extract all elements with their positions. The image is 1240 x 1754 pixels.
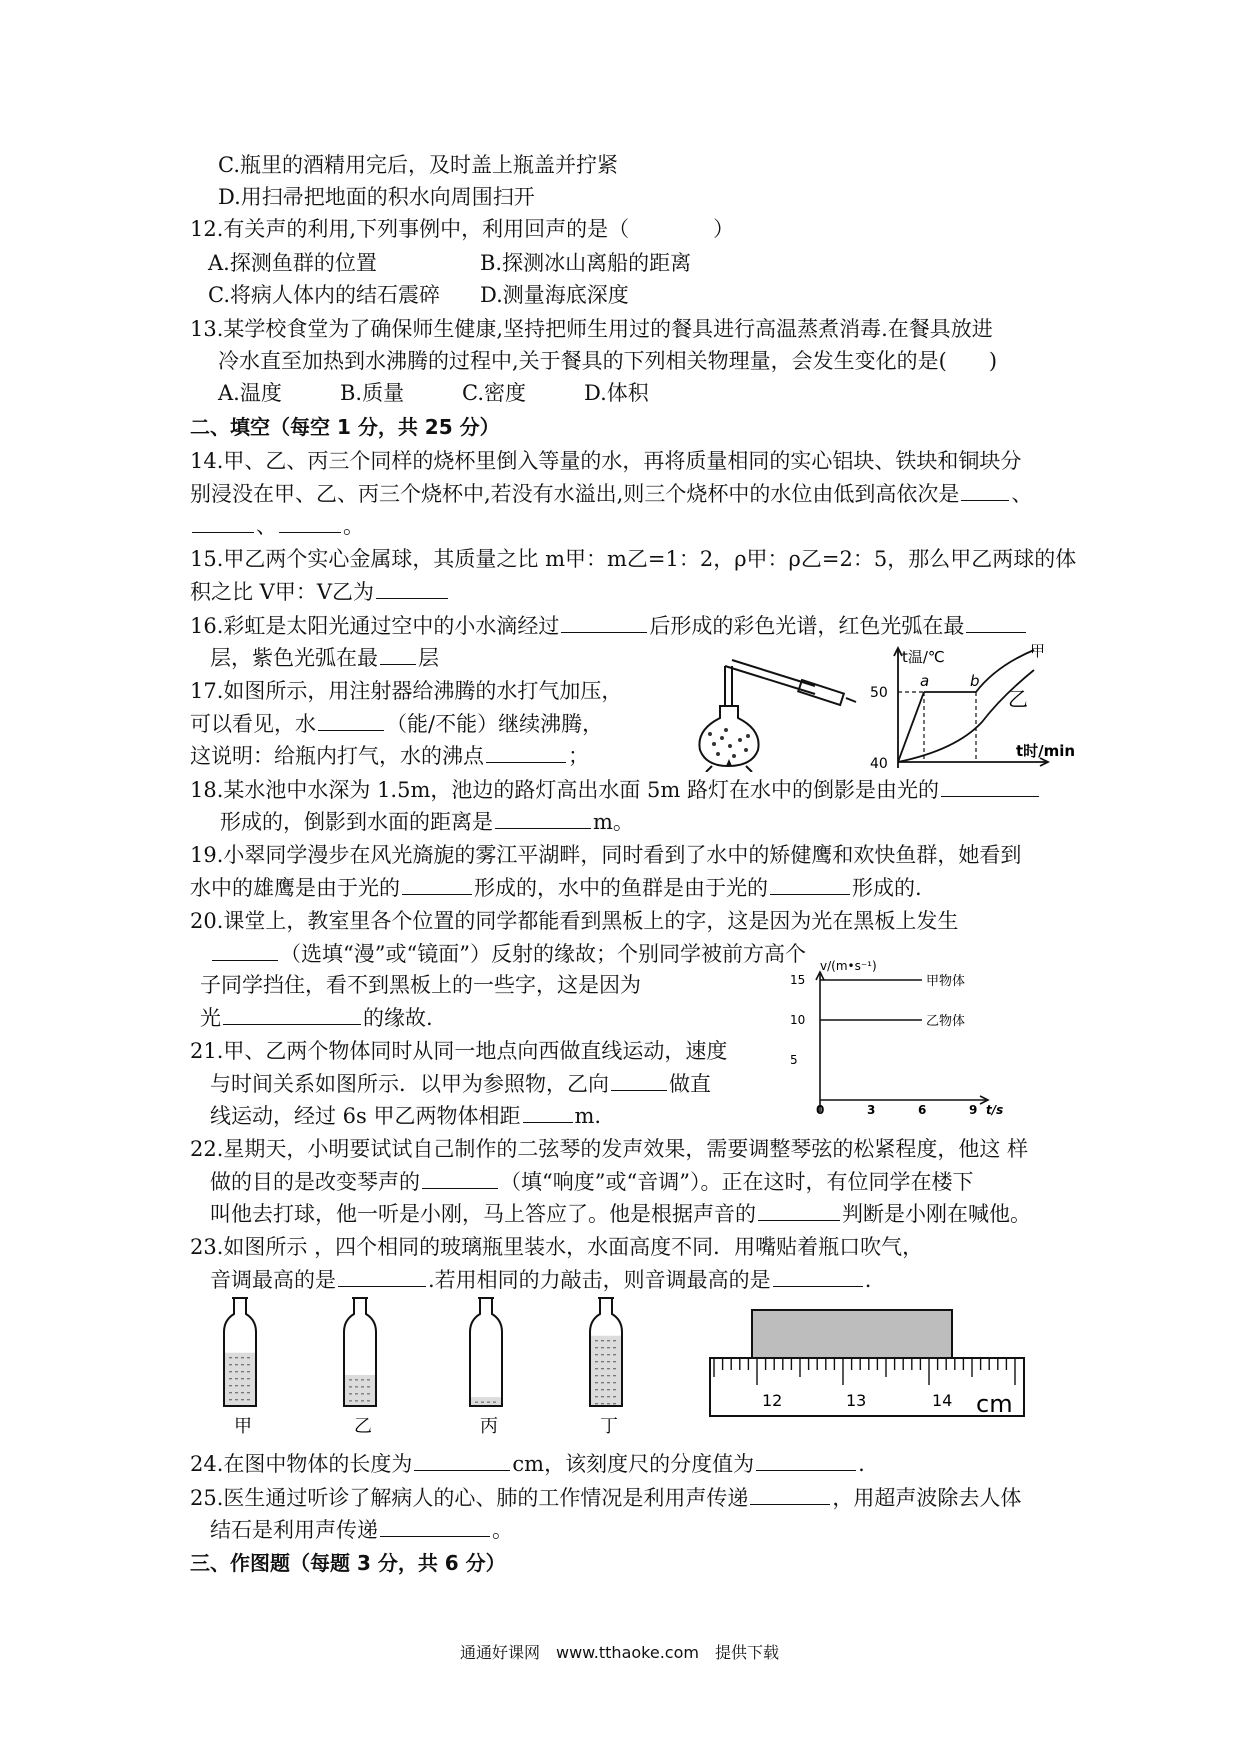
q19-line2: 水中的雄鹰是由于光的 形成的，水中的鱼群是由于光的 形成的. <box>190 872 922 903</box>
q12-option-b: B.探测冰山离船的距离 <box>480 251 692 275</box>
q15-line1: 15.甲乙两个实心金属球，其质量之比 m甲：m乙=1：2，ρ甲：ρ乙=2：5，那么甲乙两球的体 <box>190 547 1077 571</box>
q21-line3: 线运动，经过 6s 甲乙两物体相距 m. <box>210 1100 601 1131</box>
q11-option-c: C.瓶里的酒精用完后，及时盖上瓶盖并拧紧 <box>218 153 618 177</box>
ruler-tick-13: 13 <box>846 1391 867 1410</box>
graph1-y40: 40 <box>870 756 888 772</box>
q23-line2: 音调最高的是 .若用相同的力敲击，则音调最高的是 . <box>210 1264 871 1295</box>
q25-line2: 结石是利用声传递 。 <box>210 1514 513 1545</box>
bottle-label-1: 甲 <box>234 1416 252 1437</box>
q17-line3: 这说明：给瓶内打气，水的沸点 ； <box>190 740 589 771</box>
q20-line4: 光 的缘故. <box>200 1002 433 1033</box>
bottle-4 <box>590 1298 622 1437</box>
graph2-series-label-2: 乙物体 <box>926 1014 966 1029</box>
q12-stem: 12.有关声的利用,下列事例中，利用回声的是（ ） <box>190 217 735 241</box>
q20-line1: 20.课堂上，教室里各个位置的同学都能看到黑板上的字，这是因为光在黑板上发生 <box>190 909 959 933</box>
graph2-ytick-10: 10 <box>790 1013 806 1027</box>
syringe-flask-figure <box>690 646 860 772</box>
q14-line3: 、 。 <box>190 510 364 541</box>
q16-line1: 16.彩虹是太阳光通过空中的小水滴经过 后形成的彩色光谱，红色光弧在最 <box>190 610 1028 641</box>
graph2-xtick-0: 0 <box>816 1103 825 1117</box>
q16-line2: 层，紫色光弧在最 层 <box>210 642 439 673</box>
bottle-label-3: 丙 <box>480 1416 498 1437</box>
section-2-heading: 二、填空（每空 1 分，共 25 分） <box>190 415 500 439</box>
graph2-xtick-3: 3 <box>867 1103 876 1117</box>
q12-option-c: C.将病人体内的结石震碎 <box>208 283 440 307</box>
graph1-y50: 50 <box>870 685 888 701</box>
q17-line1: 17.如图所示，用注射器给沸腾的水打气加压， <box>190 679 623 703</box>
temperature-time-graph <box>858 640 1098 774</box>
bottle-1 <box>224 1298 256 1437</box>
q13-option-a: A.温度 <box>218 381 282 405</box>
q21-line2: 与时间关系如图所示．以甲为参照物，乙向 做直 <box>210 1068 711 1099</box>
q19-line1: 19.小翠同学漫步在风光旖旎的雾江平湖畔，同时看到了水中的矫健鹰和欢快鱼群，她看到 <box>190 843 1022 867</box>
ruler-unit: cm <box>976 1390 1013 1418</box>
q15-line2: 积之比 V甲：V乙为 <box>190 576 450 607</box>
graph2-xtick-6: 6 <box>918 1103 927 1117</box>
q13-option-c: C.密度 <box>462 381 526 405</box>
q18-line2: 形成的，倒影到水面的距离是 m。 <box>220 806 634 837</box>
graph1-series-2: 乙 <box>1008 687 1028 711</box>
q11-option-d: D.用扫帚把地面的积水向周围扫开 <box>218 185 535 209</box>
page-footer: 通通好课网 www.tthaoke.com 提供下载 <box>460 1643 779 1662</box>
speed-time-graph <box>780 960 1020 1120</box>
q13-option-b: B.质量 <box>340 381 405 405</box>
graph1-series-1: 甲 <box>1030 642 1046 660</box>
graph2-series-label-1: 甲物体 <box>926 974 966 989</box>
q20-line2: （选填“漫”或“镜面”）反射的缘故；个别同学被前方高个 <box>210 938 806 969</box>
q13-line1: 13.某学校食堂为了确保师生健康,坚持把师生用过的餐具进行高温蒸煮消毒.在餐具放进 <box>190 317 993 341</box>
q20-line3: 子同学挡住，看不到黑板上的一些字，这是因为 <box>200 973 641 997</box>
bottle-water <box>591 1336 621 1406</box>
section-3-heading: 三、作图题（每题 3 分，共 6 分） <box>190 1551 506 1575</box>
q17-line2: 可以看见，水 （能/不能）继续沸腾， <box>190 708 603 739</box>
ruler-tick-14: 14 <box>932 1391 953 1410</box>
graph2-ytick-5: 5 <box>790 1053 798 1067</box>
q21-line1: 21.甲、乙两个物体同时从同一地点向西做直线运动，速度 <box>190 1039 728 1063</box>
bottle-3 <box>470 1298 502 1437</box>
graph1-point-a: a <box>920 672 930 690</box>
q13-line2: 冷水直至加热到水沸腾的过程中,关于餐具的下列相关物理量，会发生变化的是( ) <box>218 349 998 373</box>
q22-line3: 叫他去打球，他一听是小刚，马上答应了。他是根据声音的 判断是小刚在喊他。 <box>210 1198 1031 1229</box>
q12-option-a: A.探测鱼群的位置 <box>208 251 377 275</box>
q22-line2: 做的目的是改变琴声的 （填“响度”或“音调”）。正在这时，有位同学在楼下 <box>210 1166 973 1197</box>
q22-line1: 22.星期天，小明要试试自己制作的二弦琴的发声效果，需要调整琴弦的松紧程度，他这 样 <box>190 1137 1029 1161</box>
graph2-ylabel: v/(m•s⁻¹) <box>820 960 877 973</box>
q13-option-d: D.体积 <box>584 381 649 405</box>
q24-line1: 24.在图中物体的长度为 cm，该刻度尺的分度值为 . <box>190 1448 865 1479</box>
graph1-ylabel: t温/℃ <box>902 648 945 666</box>
q23-line1: 23.如图所示 ，四个相同的玻璃瓶里装水，水面高度不同．用嘴贴着瓶口吹气， <box>190 1235 924 1259</box>
graph2-xlabel: t/s <box>986 1103 1004 1117</box>
q25-line1: 25.医生通过听诊了解病人的心、肺的工作情况是利用声传递 ，用超声波除去人体 <box>190 1482 1021 1513</box>
bottle-water <box>471 1397 501 1406</box>
q14-line1: 14.甲、乙、丙三个同样的烧杯里倒入等量的水，再将质量相同的实心铝块、铁块和铜块分 <box>190 449 1022 473</box>
graph2-ytick-15: 15 <box>790 973 806 987</box>
q12-option-d: D.测量海底深度 <box>480 283 629 307</box>
bottle-water <box>225 1353 255 1406</box>
bottle-label-4: 丁 <box>600 1416 618 1437</box>
ruler-tick-12: 12 <box>762 1391 783 1410</box>
q18-line1: 18.某水池中水深为 1.5m，池边的路灯高出水面 5m 路灯在水中的倒影是由光的 <box>190 774 1041 805</box>
bottles-figure <box>190 1292 690 1442</box>
ruler-figure <box>708 1308 1028 1420</box>
graph1-xlabel: t时/min <box>1016 742 1076 760</box>
q14-line2: 别浸没在甲、乙、丙三个烧杯中,若没有水溢出,则三个烧杯中的水位由低到高依次是 、 <box>190 478 1032 509</box>
bottle-2 <box>344 1298 376 1437</box>
graph1-point-b: b <box>970 672 980 690</box>
bottle-label-2: 乙 <box>354 1416 372 1437</box>
measured-block <box>752 1310 952 1358</box>
bottle-outline <box>470 1298 502 1406</box>
graph2-xtick-9: 9 <box>969 1103 978 1117</box>
